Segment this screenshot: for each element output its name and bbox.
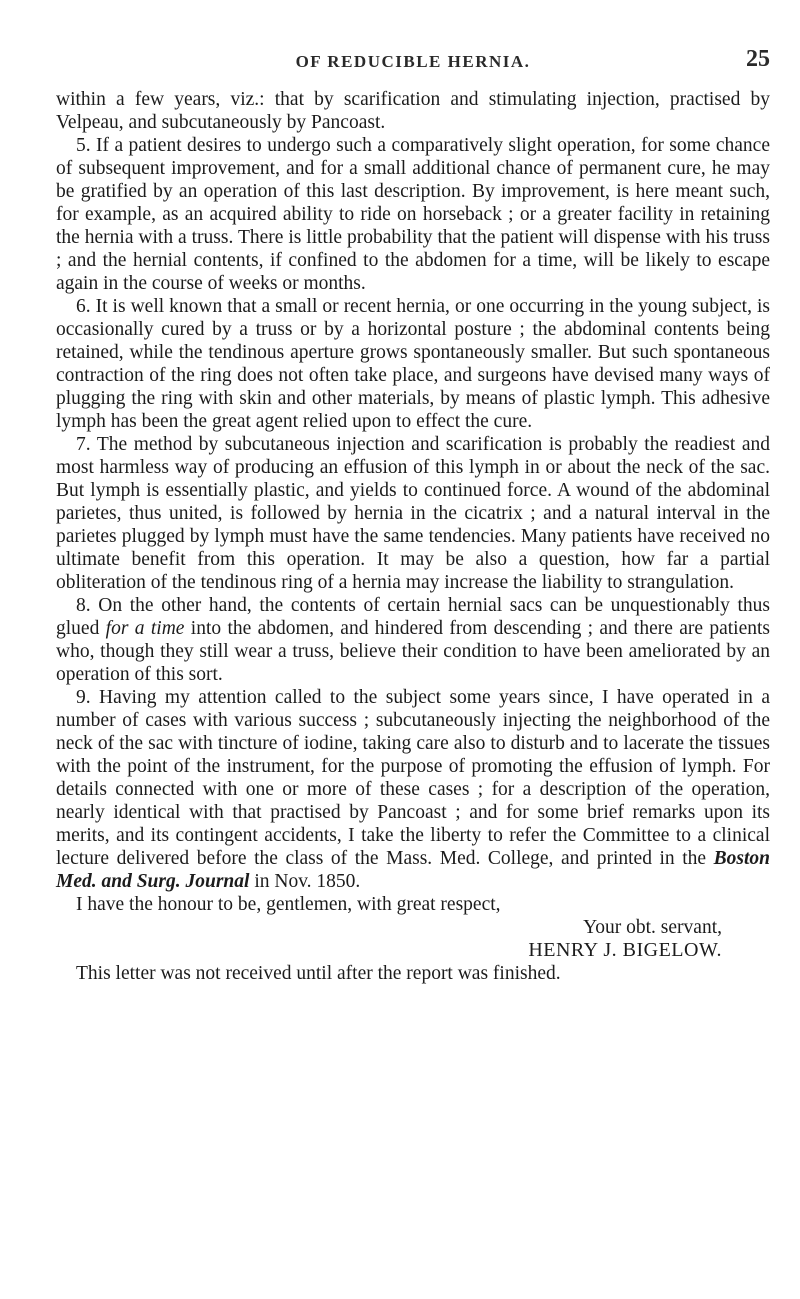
signature: HENRY J. BIGELOW. xyxy=(528,939,722,961)
paragraph-8-italic: for a time xyxy=(105,618,185,639)
running-title: OF REDUCIBLE HERNIA. xyxy=(295,52,531,71)
closing-servant: Your obt. servant, xyxy=(583,917,722,938)
paragraph-continuation: within a few years, viz.: that by scarification and stimulating injection, practised by Velpeau, and subcutaneously by Pancoast. xyxy=(56,89,770,133)
paragraph-8-text-a: 8. On the other hand, the contents of certain hernial sacs can be unquestionably thus glued xyxy=(56,595,770,639)
paragraph-9-text-a: 9. Having my attention called to the subject some years since, I have operated in a number of cases with various success ; subcutaneously injecting the neighborhood of the neck of the sac with tincture of iodine, taking care also to disturb and to lacerate the tissues with the point of the instrument, for the purpose of promoting the effusion of lymph. For details connected with one or more of these cases ; for a description of the operation, nearly identical with that practised by Pancoast ; and for some brief remarks upon its merits, and its contingent accidents, I take the liberty to refer the Committee to a clinical lecture delivered before the class of the Mass. Med. College, and printed in the xyxy=(56,687,770,869)
paragraph-8-text-b: into the abdomen, and hindered from descending ; and there are patients who, though they still wear a truss, believe their condition to have been ameliorated by an operation of this sort. xyxy=(56,618,771,685)
paragraph-7: 7. The method by subcutaneous injection and scarification is probably the readiest and most harmless way of producing an effusion of this lymph in or about the neck of the sac. But lymph is essentially plastic, and yields to continued force. A wound of the abdominal parietes, thus united, is followed by hernia in the cicatrix ; and a natural interval in the parietes plugged by lymph must have the same tendencies. Many patients have received no ultimate benefit from this operation. It may be also a question, how far a partial obliteration of the tendinous ring of a hernia may increase the liability to strangulation. xyxy=(56,434,770,593)
body-text xyxy=(56,88,770,985)
paragraph-9 xyxy=(56,686,770,893)
running-head xyxy=(56,46,770,76)
closing-salutation: I have the honour to be, gentlemen, with great respect, xyxy=(76,894,501,915)
page-number: 25 xyxy=(746,46,770,72)
journal-title: Boston Med. and Surg. Journal xyxy=(56,848,770,892)
paragraph-6: 6. It is well known that a small or recent hernia, or one occurring in the young subject, is occasionally cured by a truss or by a horizontal posture ; the abdominal contents being retained, while the tendinous aperture grows spontaneously smaller. But such spontaneous contraction of the ring does not often take place, and surgeons have devised many ways of plugging the ring with skin and other materials, by means of plastic lymph. This adhesive lymph has been the great agent relied upon to effect the cure. xyxy=(56,296,770,432)
paragraph-8 xyxy=(56,594,770,686)
paragraph-9-text-b: in Nov. 1850. xyxy=(249,871,361,892)
paragraph-5: 5. If a patient desires to undergo such a comparatively slight operation, for some chance of subsequent improvement, and for a small additional chance of permanent cure, he may be gratified by an operation of this last description. By improvement, is here meant such, for example, as an acquired ability to ride on horseback ; or a greater facility in retaining the hernia with a truss. There is little probability that the patient will dispense with his truss ; and the hernial contents, if confined to the abdomen for a time, will be likely to escape again in the course of weeks or months. xyxy=(56,135,770,294)
postscript: This letter was not received until after the report was finished. xyxy=(76,963,561,984)
